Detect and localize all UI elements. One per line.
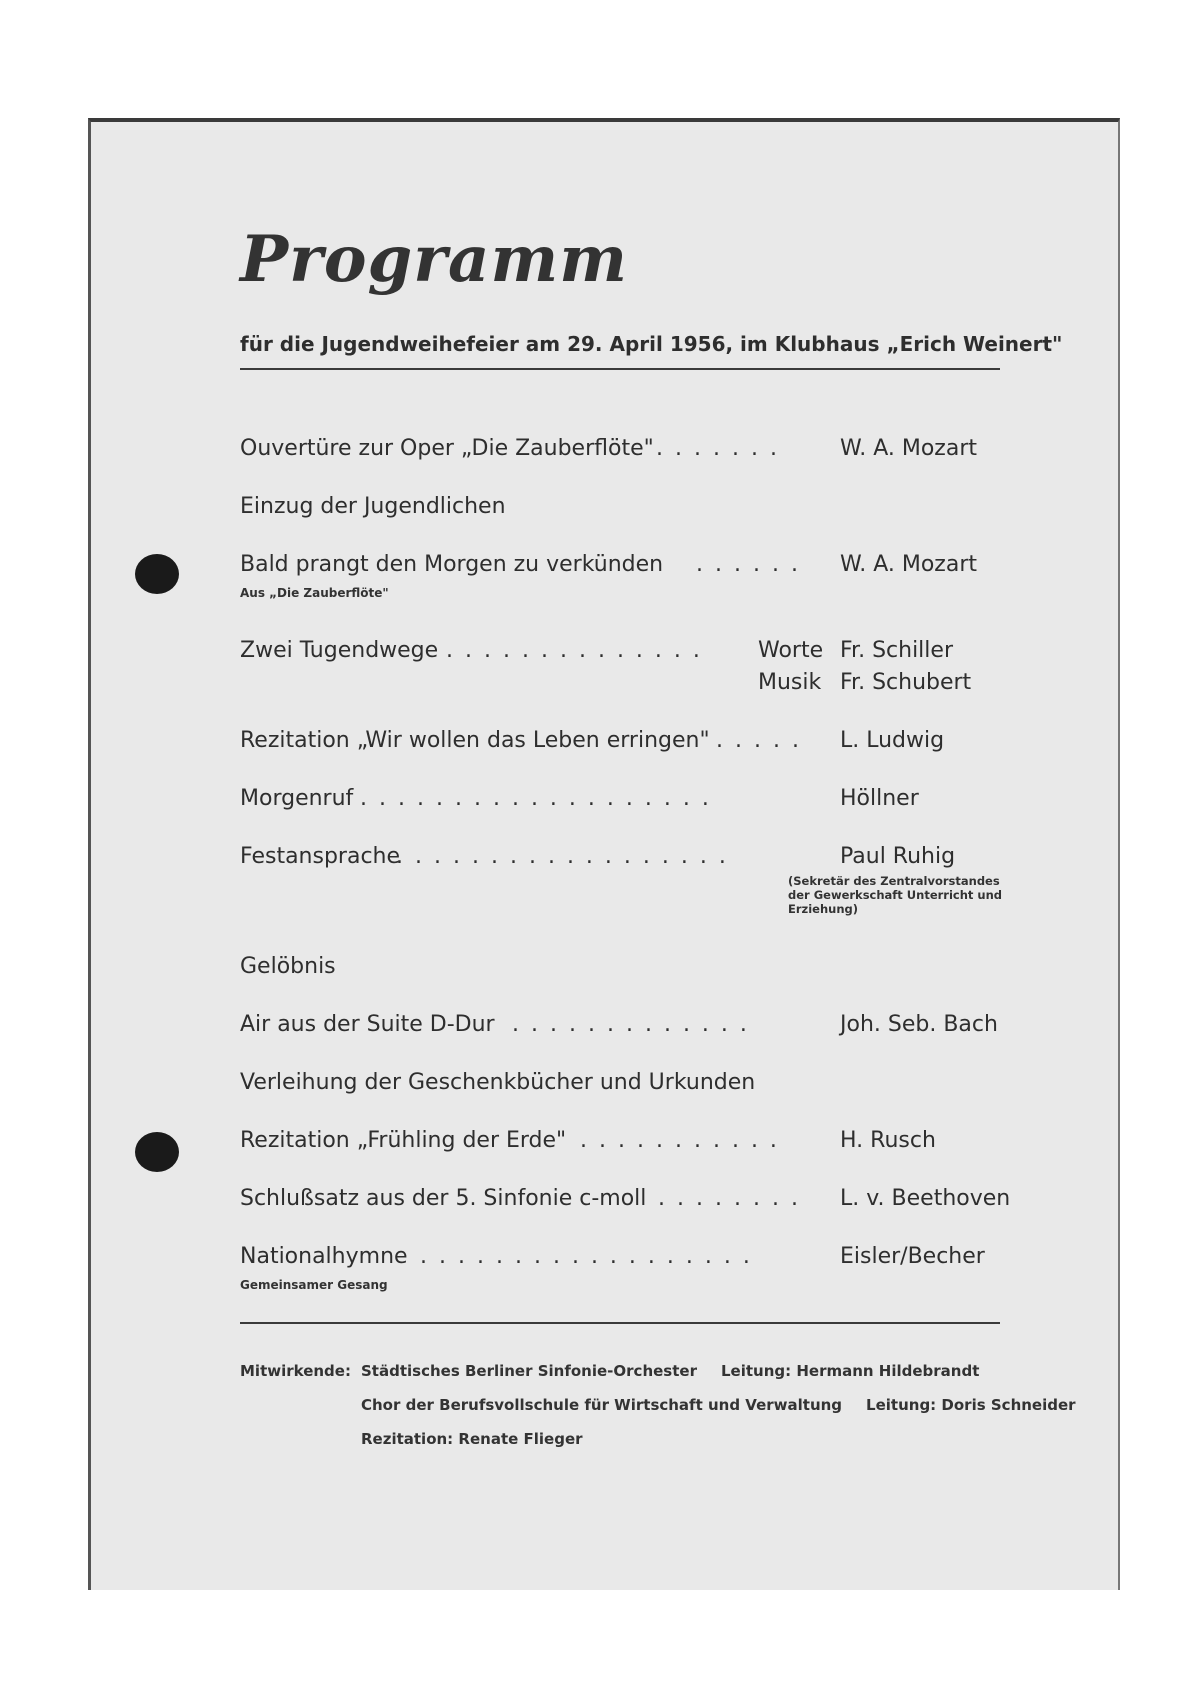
dot-leader: .................. — [396, 844, 738, 869]
credits-line — [361, 1430, 583, 1448]
program-item-title: Air aus der Suite D-Dur — [240, 1012, 495, 1037]
program-item-composer: L. v. Beethoven — [840, 1186, 1011, 1211]
program-item-title: Verleihung der Geschenkbücher und Urkunden — [240, 1070, 756, 1095]
dot-leader: ........... — [580, 1128, 789, 1153]
program-item-title: Nationalhymne — [240, 1244, 408, 1269]
program-item-note: Aus „Die Zauberflöte" — [240, 586, 389, 600]
program-item-role: Worte — [758, 638, 824, 663]
program-item-title: Bald prangt den Morgen zu verkünden — [240, 552, 664, 577]
credits-label: Mitwirkende: — [240, 1362, 351, 1380]
dot-leader: .............. — [446, 638, 712, 663]
program-item-title: Gelöbnis — [240, 954, 336, 979]
dot-leader: ..... — [716, 728, 811, 753]
program-item-composer: L. Ludwig — [840, 728, 945, 753]
program-item-composer: W. A. Mozart — [840, 436, 978, 461]
dot-leader: ........ — [658, 1186, 810, 1211]
program-item-note: Gemeinsamer Gesang — [240, 1278, 388, 1292]
credits-lead-label: Leitung: — [866, 1396, 937, 1414]
credits-recitation-name: Renate Flieger — [458, 1430, 583, 1448]
program-item-title: Rezitation „Wir wollen das Leben erringen" — [240, 728, 710, 753]
program-item-composer: Höllner — [840, 786, 919, 811]
divider-top — [240, 368, 1000, 370]
credits-group: Städtisches Berliner Sinfonie-Orchester — [361, 1362, 697, 1380]
credits-group: Chor der Berufsvollschule für Wirtschaft und Verwaltung — [361, 1396, 843, 1414]
credits-lead: Doris Schneider — [941, 1396, 1076, 1414]
program-item-title: Morgenruf — [240, 786, 354, 811]
divider-bottom — [240, 1322, 1000, 1324]
punch-hole — [135, 554, 179, 594]
program-item-role: Musik — [758, 670, 822, 695]
dot-leader: ...... — [696, 552, 810, 577]
program-item-title: Ouvertüre zur Oper „Die Zauberflöte" — [240, 436, 654, 461]
punch-hole — [135, 1132, 179, 1172]
program-item-title: Festansprache — [240, 844, 401, 869]
dot-leader: ............. — [512, 1012, 759, 1037]
dot-leader: ....... — [656, 436, 789, 461]
page-subtitle: für die Jugendweihefeier am 29. April 1956, im Klubhaus „Erich Weinert" — [240, 332, 1063, 356]
program-item-title: Schlußsatz aus der 5. Sinfonie c-moll — [240, 1186, 647, 1211]
program-item-composer: W. A. Mozart — [840, 552, 978, 577]
credits-line — [361, 1362, 979, 1380]
program-item-composer: Fr. Schiller — [840, 638, 953, 663]
program-item-title: Rezitation „Frühling der Erde" — [240, 1128, 567, 1153]
dot-leader: ................... — [360, 786, 721, 811]
credits-lead-label: Leitung: — [720, 1362, 792, 1380]
credits-line — [361, 1396, 1076, 1414]
credits-block — [240, 1362, 351, 1380]
program-item-composer: Joh. Seb. Bach — [840, 1012, 998, 1037]
program-item-title: Zwei Tugendwege — [240, 638, 439, 663]
program-item-composer: Eisler/Becher — [840, 1244, 985, 1269]
composer-note: (Sekretär des Zentralvorstandes der Gewerkschaft Unterricht und Erziehung) — [788, 874, 1003, 916]
program-item-composer: Fr. Schubert — [840, 670, 972, 695]
dot-leader: .................. — [420, 1244, 762, 1269]
credits-recitation-label: Rezitation: — [361, 1430, 454, 1448]
program-item-title: Einzug der Jugendlichen — [240, 494, 506, 519]
credits-lead: Hermann Hildebrandt — [796, 1362, 980, 1380]
program-item-composer: H. Rusch — [840, 1128, 936, 1153]
program-item-composer: Paul Ruhig — [840, 844, 956, 869]
page-title: Programm — [240, 222, 628, 297]
